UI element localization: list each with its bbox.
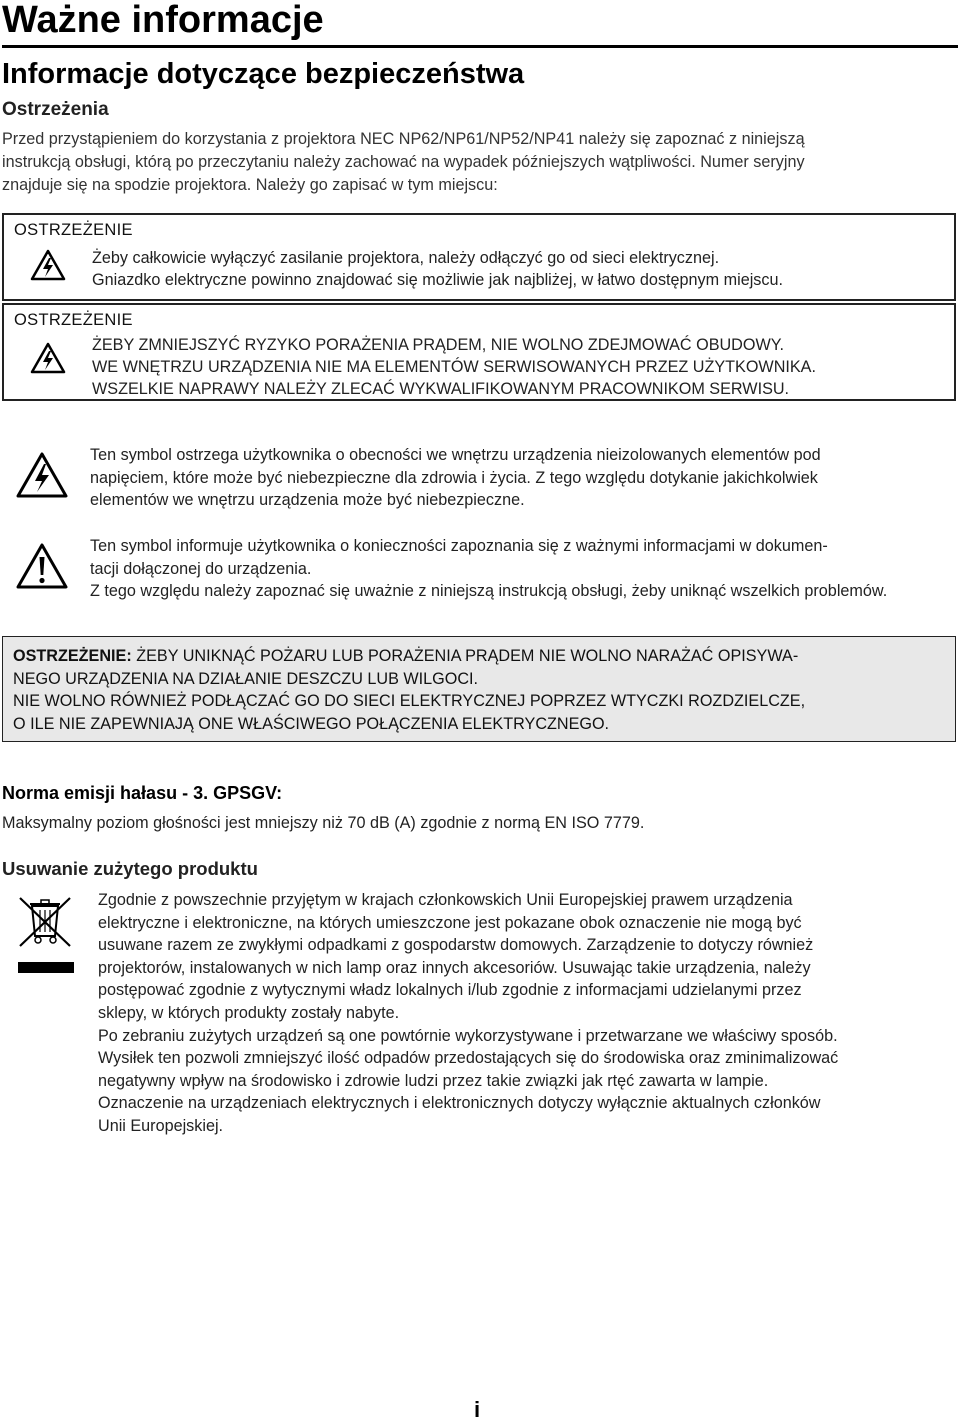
fire-warning-label: OSTRZEŻENIE:	[13, 647, 132, 665]
fire-warning-line: NEGO URZĄDZENIA NA DZIAŁANIE DESZCZU LUB WILGOCI.	[13, 669, 479, 688]
intro-line: Przed przystąpieniem do korzystania z projektora NEC NP62/NP61/NP52/NP41 należy się zapoznać z niniejszą	[2, 130, 805, 148]
warning-title: OSTRZEŻENIE	[14, 311, 133, 329]
warning-box-power	[2, 213, 956, 301]
warning-box-enclosure	[2, 303, 956, 401]
fire-warning-box	[2, 636, 956, 742]
warning-title: OSTRZEŻENIE	[14, 221, 133, 239]
disposal-title: Usuwanie zużytego produktu	[2, 858, 258, 879]
disposal-line: elektryczne i elektroniczne, na których umieszczone jest pokazane obok oznaczenie nie mogą być	[98, 913, 802, 932]
crossed-out-wheelie-bin-icon	[14, 892, 76, 981]
warning-line: WE WNĘTRZU URZĄDZENIA NIE MA ELEMENTÓW SERWISOWANYCH PRZEZ UŻYTKOWNIKA.	[92, 358, 816, 376]
disposal-line: postępować zgodnie z wytycznymi władz lokalnych i/lub zgodnie z informacjami udzielanymi przez	[98, 981, 802, 1000]
disposal-line: Unii Europejskiej.	[98, 1116, 224, 1135]
symbol-line: Z tego względu należy zapoznać się uważnie z niniejszą instrukcją obsługi, żeby uniknąć wszelkich problemów.	[90, 582, 888, 600]
subsection-title: Ostrzeżenia	[2, 99, 109, 120]
warning-line: Gniazdko elektryczne powinno znajdować się możliwie jak najbliżej, w łatwo dostępnym miejscu.	[92, 271, 783, 289]
symbol-text	[90, 535, 958, 603]
disposal-line: Wysiłek ten pozwoli zmniejszyć ilość odpadów przedostających się do środowiska oraz zminimalizować	[98, 1049, 839, 1068]
warning-line: Żeby całkowicie wyłączyć zasilanie projektora, należy odłączyć go od sieci elektrycznej.	[92, 249, 720, 267]
disposal-line: sklepy, w których produkty zostały nabyte.	[98, 1003, 400, 1022]
symbol-text	[90, 444, 958, 512]
symbol-line: napięciem, które może być niebezpieczne dla zdrowia i życia. Z tego względu dotykanie jakichkolwiek	[90, 468, 818, 487]
disposal-line: Zgodnie z powszechnie przyjętym w krajach członkowskich Unii Europejskiej prawem urządzenia	[98, 891, 793, 909]
noise-text: Maksymalny poziom głośności jest mniejszy niż 70 dB (A) zgodnie z normą EN ISO 7779.	[2, 814, 645, 832]
intro-line: instrukcją obsługi, którą po przeczytaniu należy zachować na wypadek późniejszych wątpliwości. Numer seryjny	[2, 153, 805, 171]
warning-line: ŻEBY ZMNIEJSZYĆ RYZYKO PORAŻENIA PRĄDEM, NIE WOLNO ZDEJMOWAĆ OBUDOWY.	[92, 336, 784, 354]
disposal-line: Oznaczenie na urządzeniach elektrycznych i elektronicznych dotyczy wyłącznie aktualnych członków	[98, 1094, 821, 1113]
high-voltage-icon	[30, 249, 66, 286]
disposal-line: negatywny wpływ na środowisko i zdrowie ludzi przez takie związki jak rtęć zawarta w lampie.	[98, 1071, 769, 1090]
symbol-line: Ten symbol informuje użytkownika o konieczności zapoznania się z ważnymi informacjami w dokumen-	[90, 537, 828, 555]
disposal-line: usuwane razem ze zwykłymi odpadkami z gospodarstw domowych. Zarządzenie to dotyczy również	[98, 936, 814, 955]
noise-title: Norma emisji hałasu - 3. GPSGV:	[2, 783, 283, 803]
warning-text	[92, 334, 816, 400]
high-voltage-icon	[16, 452, 68, 503]
title-rule	[2, 45, 958, 48]
page-title: Ważne informacje	[2, 0, 324, 41]
symbol-line: Ten symbol ostrzega użytkownika o obecności we wnętrzu urządzenia nieizolowanych elementów pod	[90, 446, 821, 464]
section-title: Informacje dotyczące bezpieczeństwa	[2, 58, 525, 90]
warning-text	[92, 247, 783, 291]
intro-paragraph	[2, 128, 958, 197]
disposal-line: projektorów, instalowanych w nich lamp oraz innych akcesoriów. Usuwając takie urządzenia, należy	[98, 958, 811, 977]
page-number: i	[474, 1397, 481, 1422]
fire-warning-line: NIE WOLNO RÓWNIEŻ PODŁĄCZAĆ GO DO SIECI ELEKTRYCZNEJ POPRZEZ WTYCZKI ROZDZIELCZE,	[13, 692, 806, 710]
high-voltage-icon	[30, 342, 66, 379]
symbol-line: tacji dołączonej do urządzenia.	[90, 559, 312, 578]
fire-warning-line: O ILE NIE ZAPEWNIAJĄ ONE WŁAŚCIWEGO POŁĄCZENIA ELEKTRYCZNEGO.	[13, 714, 610, 733]
disposal-line: Po zebraniu zużytych urządzeń są one powtórnie wykorzystywane i przetwarzane we właściwy sposób.	[98, 1026, 838, 1045]
intro-line: znajduje się na spodzie projektora. Należy go zapisać w tym miejscu:	[2, 176, 498, 194]
warning-line: WSZELKIE NAPRAWY NALEŻY ZLECAĆ WYKWALIFIKOWANYM PRACOWNIKOM SERWISU.	[92, 380, 790, 398]
symbol-line: elementów we wnętrzu urządzenia może być niebezpieczne.	[90, 491, 525, 509]
disposal-text	[98, 889, 956, 1138]
exclamation-warning-icon	[16, 543, 68, 594]
fire-warning-line: ŻEBY UNIKNĄĆ POŻARU LUB PORAŻENIA PRĄDEM NIE WOLNO NARAŻAĆ OPISYWA-	[131, 647, 799, 665]
